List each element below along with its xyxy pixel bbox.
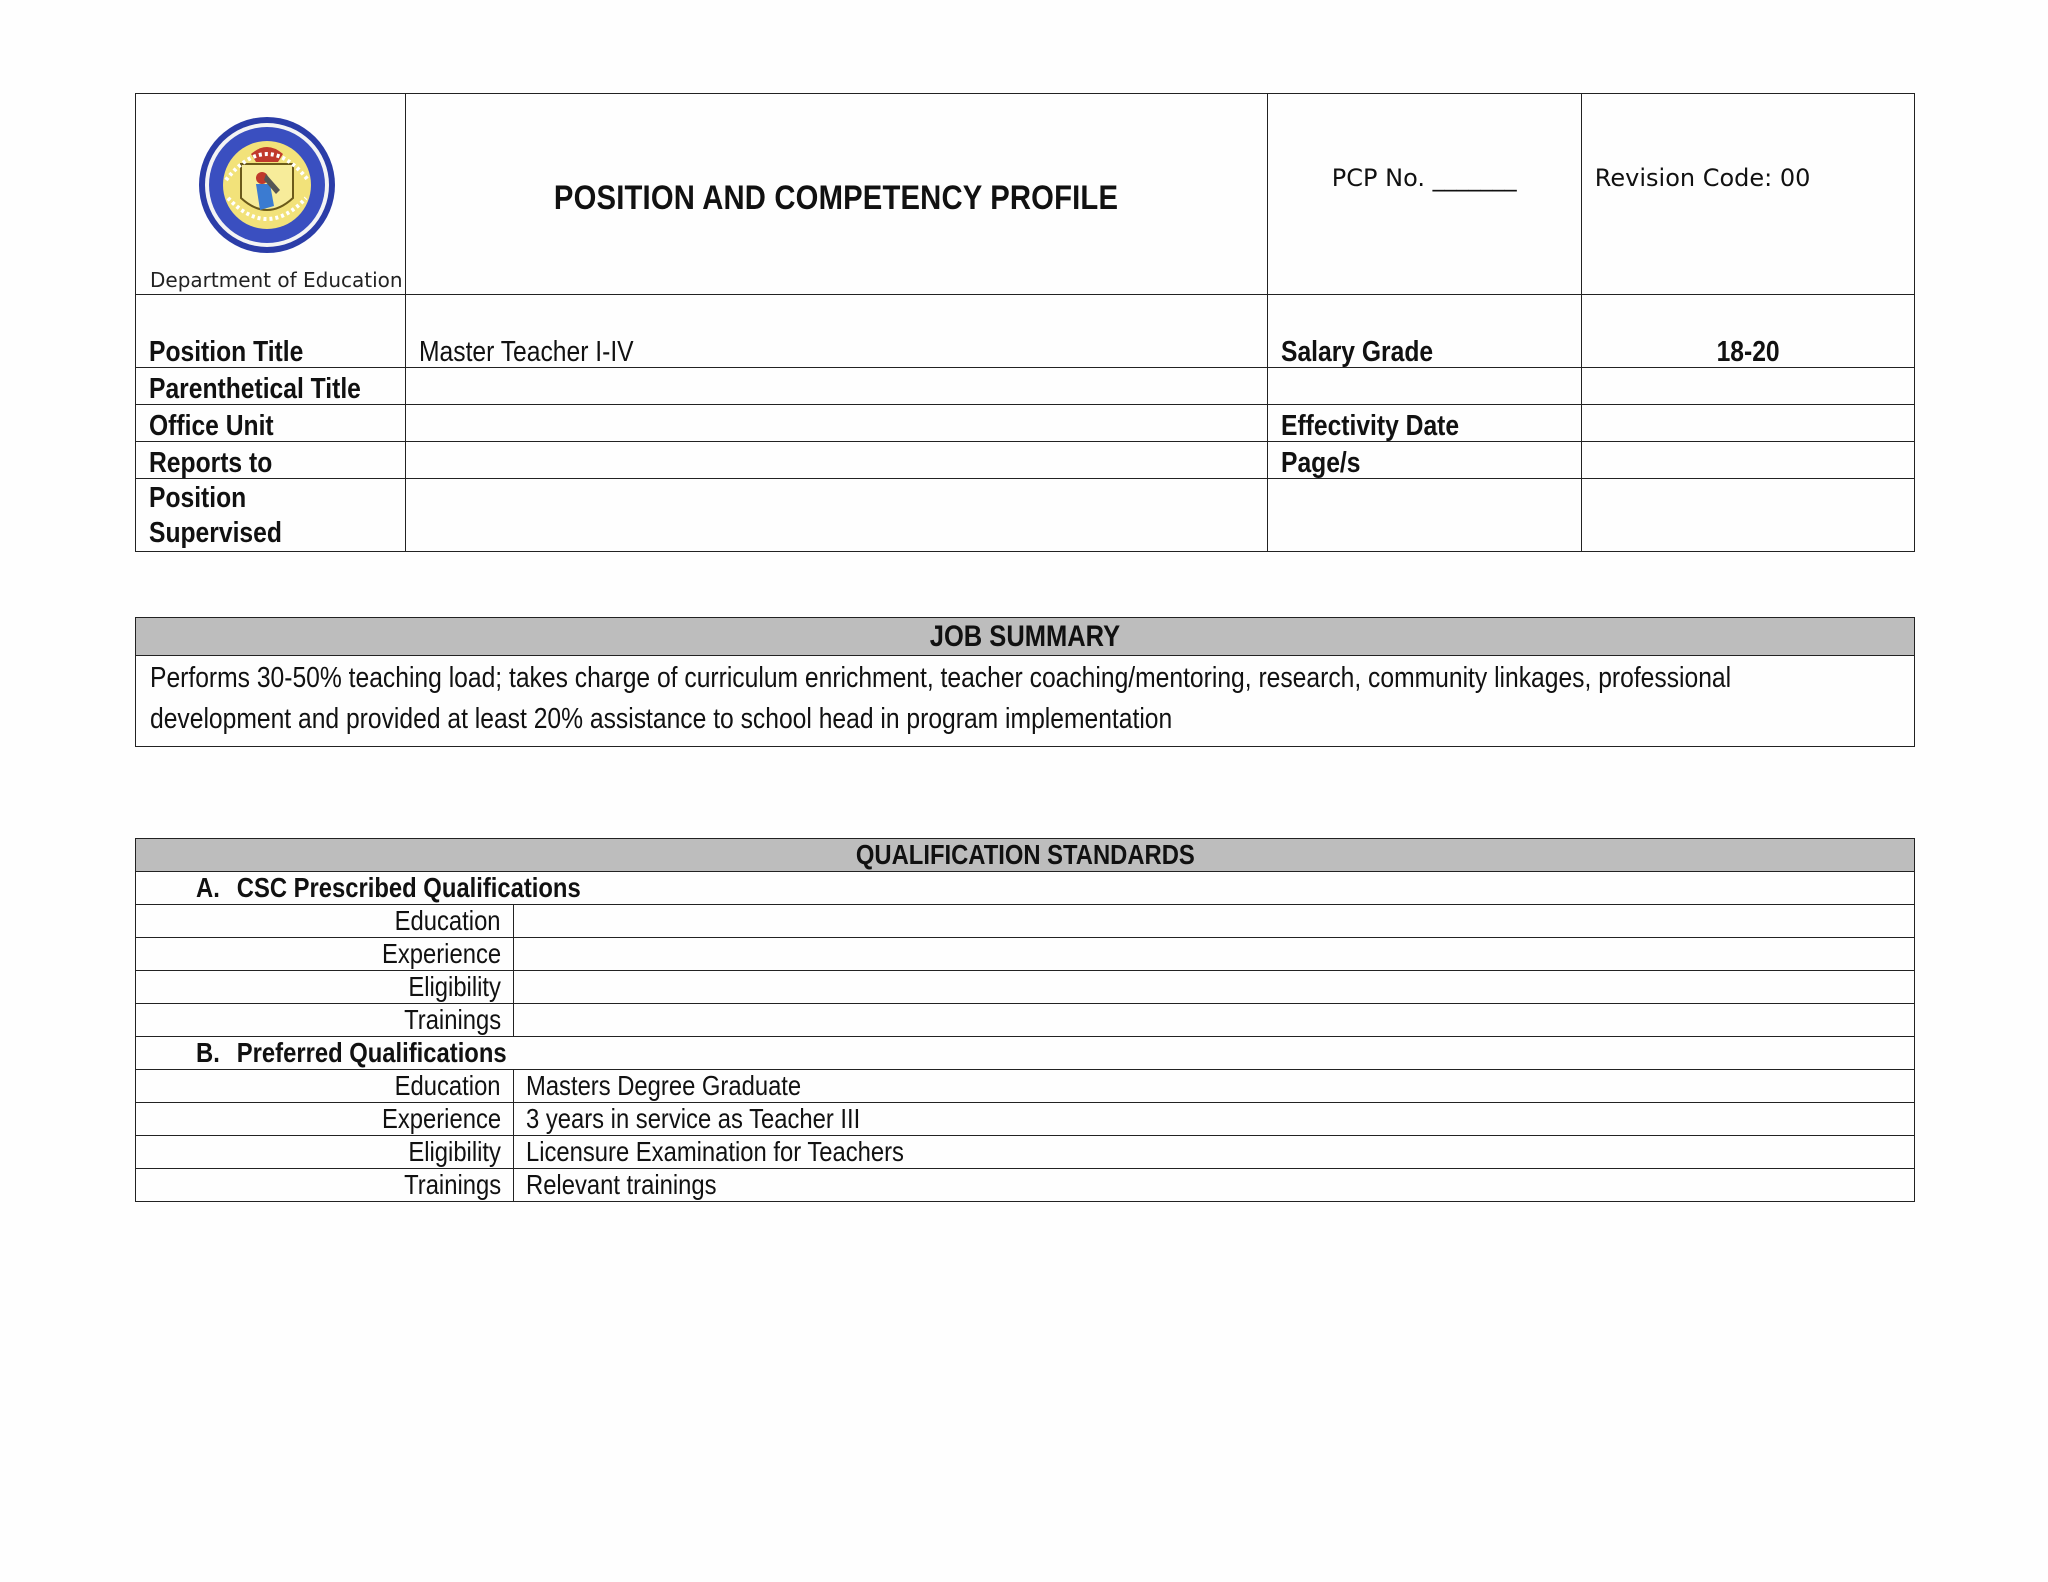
revision-cell <box>1581 94 1914 295</box>
table-row <box>136 1070 1915 1103</box>
table-row <box>136 1169 1915 1202</box>
preferred-trainings-label: Trainings <box>136 1169 514 1202</box>
csc-qualifications-subheading: A. CSC Prescribed Qualifications <box>136 872 1915 905</box>
csc-eligibility-label: Eligibility <box>136 971 514 1004</box>
preferred-education-label: Education <box>136 1070 514 1103</box>
reports-to-value <box>406 442 1267 479</box>
position-supervised-label: Position Supervised <box>136 479 406 552</box>
document-title: POSITION AND COMPETENCY PROFILE <box>554 178 1119 217</box>
csc-education-label: Education <box>136 905 514 938</box>
logo-cell <box>136 94 406 295</box>
table-row <box>136 1103 1915 1136</box>
pages-label: Page/s <box>1267 442 1581 479</box>
table-row <box>136 1004 1915 1037</box>
salary-grade-value: 18-20 <box>1581 295 1914 368</box>
csc-trainings-label: Trainings <box>136 1004 514 1037</box>
title-cell <box>406 94 1267 295</box>
csc-eligibility-value <box>514 971 1915 1004</box>
csc-education-value <box>514 905 1915 938</box>
empty-cell <box>1267 368 1581 405</box>
table-row <box>136 938 1915 971</box>
job-summary-text: Performs 30-50% teaching load; takes charge of curriculum enrichment, teacher coaching/mentoring, research, community linkages, professional development and provided at least 20% assistance to school head in program implementation <box>136 656 1915 747</box>
table-row <box>136 971 1915 1004</box>
preferred-eligibility-value: Licensure Examination for Teachers <box>514 1136 1915 1169</box>
preferred-eligibility-label: Eligibility <box>136 1136 514 1169</box>
salary-grade-label: Salary Grade <box>1267 295 1581 368</box>
position-supervised-value <box>406 479 1267 552</box>
job-summary-heading: JOB SUMMARY <box>136 618 1915 656</box>
empty-cell <box>1581 479 1914 552</box>
position-title-label: Position Title <box>136 295 406 368</box>
pages-value <box>1581 442 1914 479</box>
pcp-number: PCP No. _______ <box>1331 164 1517 192</box>
reports-to-label: Reports to <box>136 442 406 479</box>
revision-code: Revision Code: 00 <box>1594 164 1811 192</box>
office-unit-value <box>406 405 1267 442</box>
empty-cell <box>1267 479 1581 552</box>
qualification-standards-heading: QUALIFICATION STANDARDS <box>136 839 1915 872</box>
pcp-cell <box>1267 94 1581 295</box>
effectivity-date-value <box>1581 405 1914 442</box>
csc-experience-value <box>514 938 1915 971</box>
office-unit-label: Office Unit <box>136 405 406 442</box>
csc-experience-label: Experience <box>136 938 514 971</box>
deped-seal-icon <box>196 114 338 256</box>
preferred-education-value: Masters Degree Graduate <box>514 1070 1915 1103</box>
parenthetical-title-value <box>406 368 1267 405</box>
table-row <box>136 905 1915 938</box>
qualification-standards-table <box>135 838 1915 1202</box>
table-row <box>136 1136 1915 1169</box>
preferred-experience-label: Experience <box>136 1103 514 1136</box>
empty-cell <box>1581 368 1914 405</box>
preferred-trainings-value: Relevant trainings <box>514 1169 1915 1202</box>
csc-trainings-value <box>514 1004 1915 1037</box>
header-table <box>135 93 1915 552</box>
preferred-experience-value: 3 years in service as Teacher III <box>514 1103 1915 1136</box>
position-title-value: Master Teacher I-IV <box>406 295 1267 368</box>
preferred-qualifications-subheading: B. Preferred Qualifications <box>136 1037 1915 1070</box>
parenthetical-title-label: Parenthetical Title <box>136 368 406 405</box>
job-summary-table <box>135 617 1915 747</box>
department-name: Department of Education <box>150 268 403 292</box>
effectivity-date-label: Effectivity Date <box>1267 405 1581 442</box>
